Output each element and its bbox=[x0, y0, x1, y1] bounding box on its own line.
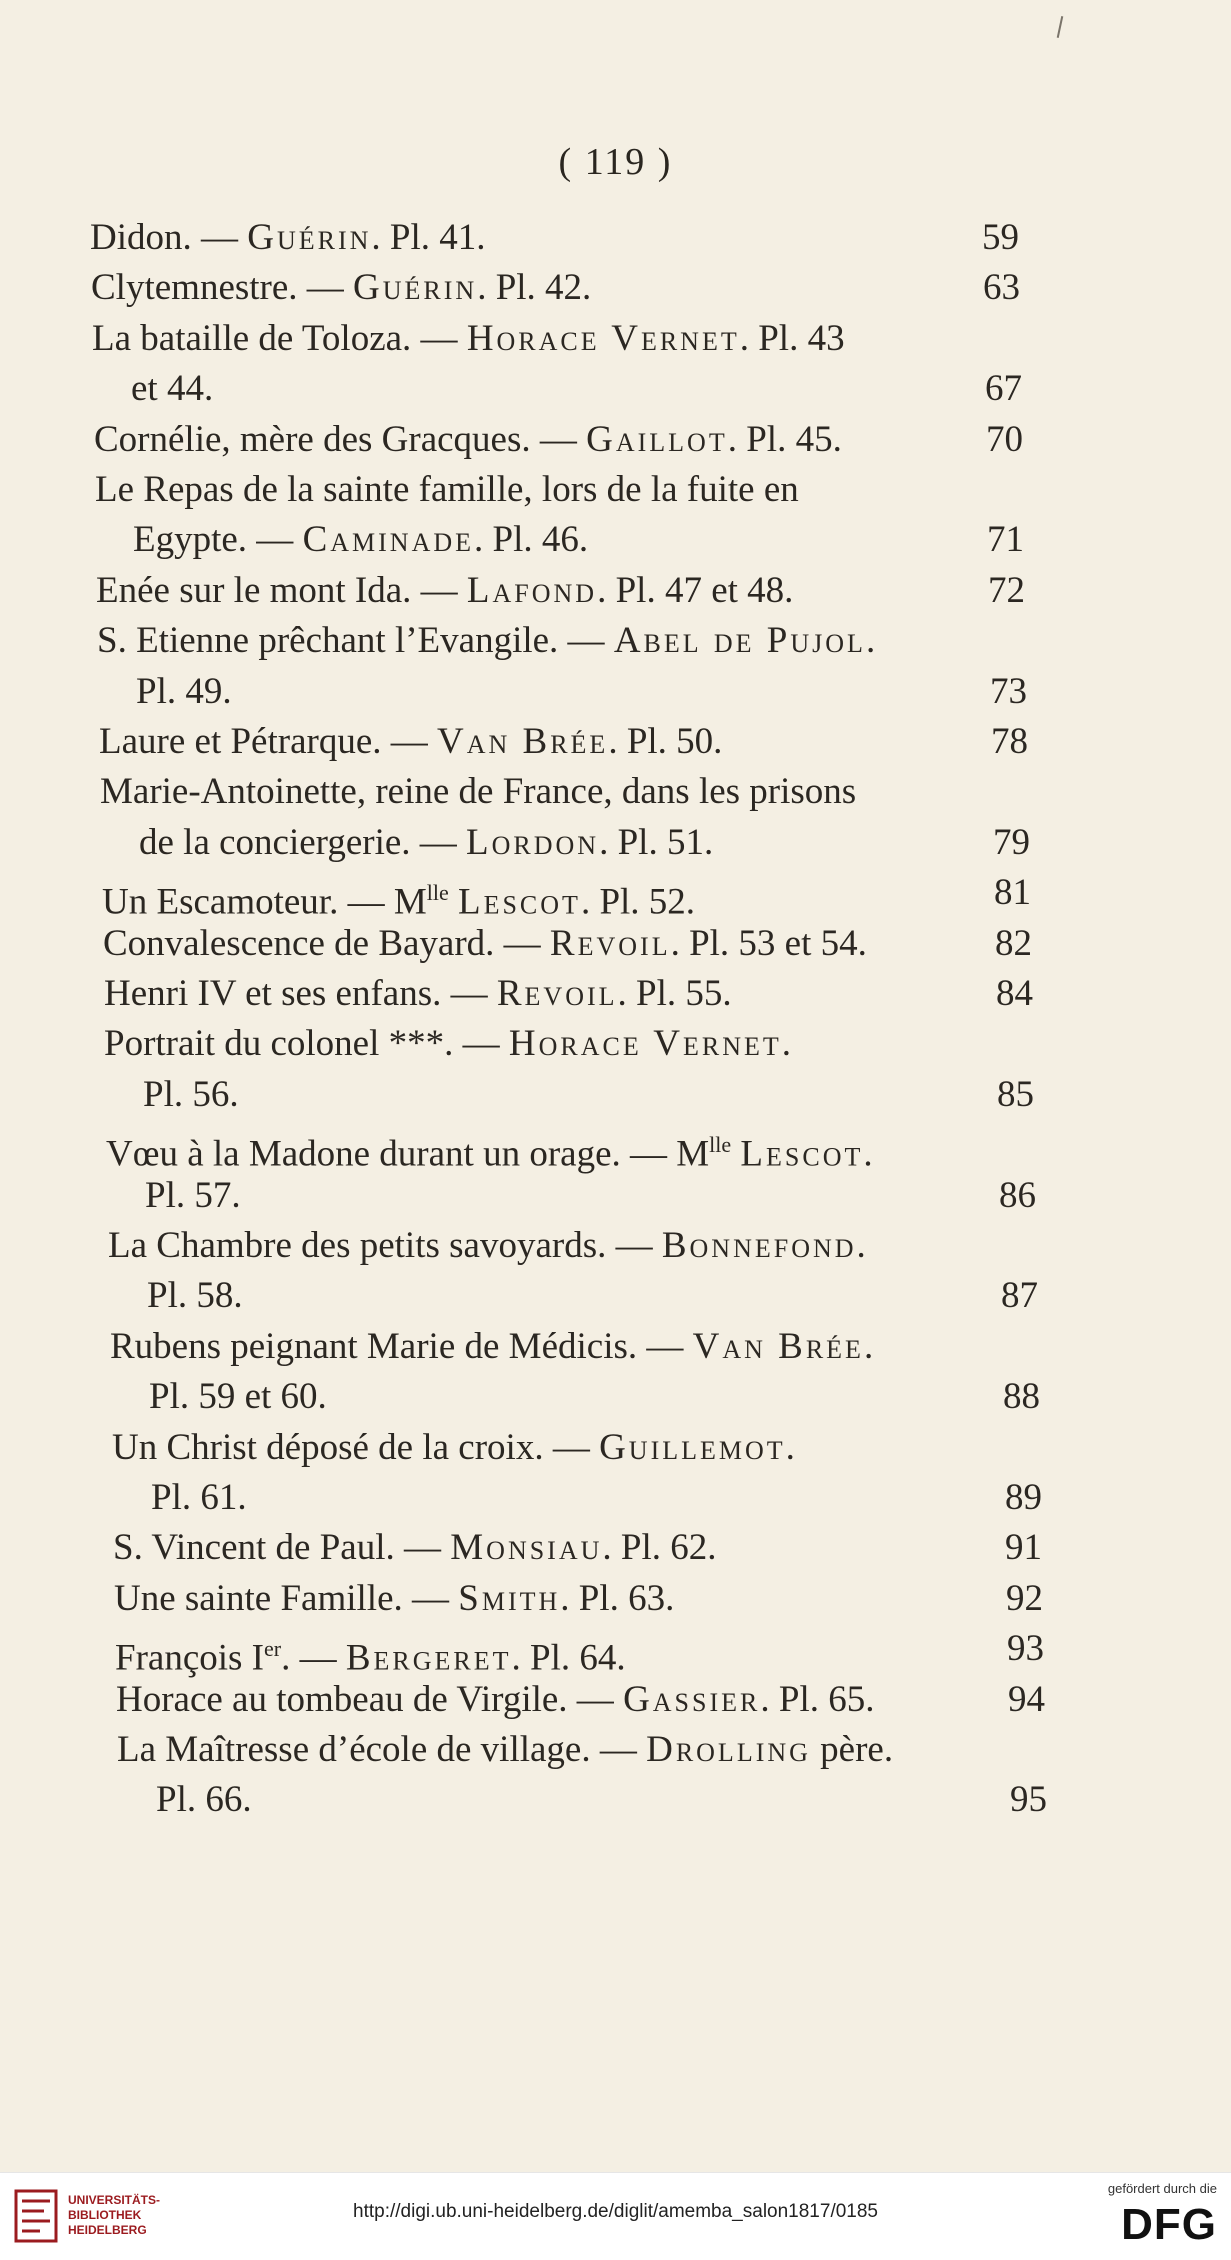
entry-fragment: Didon. — bbox=[90, 217, 248, 258]
entry-fragment: Pl. 58. bbox=[147, 1275, 243, 1317]
index-line bbox=[0, 212, 1231, 264]
index-line bbox=[0, 1220, 1231, 1272]
entry-fragment: . bbox=[785, 1426, 795, 1468]
logo-line: HEIDELBERG bbox=[68, 2223, 147, 2237]
entry-fragment: . bbox=[781, 1023, 792, 1065]
index-line bbox=[0, 867, 1231, 923]
entry-fragment: . Pl. 50. bbox=[608, 721, 723, 762]
index-line bbox=[0, 363, 1231, 415]
entry-fragment: Marie-Antoinette, reine de France, dans les prisons bbox=[100, 771, 857, 813]
page-number: ( 119 ) bbox=[558, 141, 673, 183]
artist-name: Gassier bbox=[623, 1678, 761, 1720]
entry-fragment: . Pl. 43 bbox=[739, 317, 845, 359]
pencil-mark bbox=[1057, 16, 1064, 38]
entry-fragment: Horace au tombeau de Virgile. — bbox=[116, 1678, 624, 1720]
page-reference: 84 bbox=[996, 973, 1033, 1014]
page-reference: 79 bbox=[993, 821, 1030, 863]
entry-fragment: . — bbox=[281, 1637, 346, 1679]
artist-name: Lafond bbox=[466, 569, 598, 611]
artist-name: Van Brée bbox=[437, 721, 609, 762]
logo-line: BIBLIOTHEK bbox=[68, 2208, 142, 2222]
artist-name: Lordon bbox=[466, 821, 600, 863]
entry-fragment: . Pl. 46. bbox=[474, 519, 589, 561]
artist-name: Abel de Pujol bbox=[613, 620, 866, 662]
artist-name: Bergeret bbox=[345, 1637, 512, 1679]
entry-fragment: . Pl. 63. bbox=[560, 1577, 675, 1619]
entry-fragment: Une sainte Famille. — bbox=[114, 1577, 459, 1619]
artist-name: Monsiau bbox=[450, 1527, 603, 1569]
page-reference: 86 bbox=[999, 1174, 1036, 1216]
page-reference: 89 bbox=[1005, 1477, 1042, 1518]
entry-fragment: S. Vincent de Paul. — bbox=[113, 1527, 451, 1569]
entry-fragment: François I bbox=[115, 1637, 264, 1679]
entry-text bbox=[95, 464, 799, 516]
page-reference: 63 bbox=[983, 267, 1020, 309]
dfg-logo: DFG bbox=[1121, 2200, 1217, 2249]
entry-text bbox=[116, 1674, 874, 1726]
entry-fragment: Pl. 57. bbox=[145, 1174, 241, 1216]
entry-fragment: lle bbox=[709, 1132, 732, 1158]
index-line bbox=[0, 817, 1231, 869]
entry-text bbox=[97, 615, 875, 667]
page-reference: 91 bbox=[1005, 1527, 1042, 1569]
entry-text bbox=[151, 1472, 247, 1524]
page-reference: 59 bbox=[982, 217, 1019, 258]
entry-fragment: Pl. 61. bbox=[151, 1477, 247, 1518]
entry-text bbox=[149, 1371, 327, 1423]
page-reference: 87 bbox=[1001, 1275, 1038, 1317]
index-line bbox=[0, 1674, 1231, 1726]
index-line bbox=[0, 414, 1231, 466]
index-line bbox=[0, 766, 1231, 818]
entry-fragment: Portrait du colonel ***. — bbox=[104, 1023, 509, 1065]
page-reference: 82 bbox=[995, 922, 1032, 964]
page-reference: 73 bbox=[990, 670, 1027, 712]
entry-fragment: . Pl. 52. bbox=[580, 881, 696, 923]
index-line bbox=[0, 1018, 1231, 1070]
funding-note: gefördert durch die bbox=[1107, 2181, 1217, 2196]
entry-text bbox=[133, 514, 588, 566]
entry-fragment: Vœu à la Madone durant un orage. — M bbox=[106, 1133, 710, 1175]
entry-fragment: Pl. 59 et 60. bbox=[149, 1376, 327, 1418]
entry-text bbox=[110, 1321, 873, 1373]
entry-fragment: Le Repas de la sainte famille, lors de la fuite en bbox=[95, 469, 799, 510]
viewer-footer bbox=[0, 2172, 1231, 2260]
artist-name: Bonnefond bbox=[661, 1225, 857, 1266]
index-line bbox=[0, 615, 1231, 667]
entry-fragment: . bbox=[863, 1325, 874, 1367]
index-line bbox=[0, 1724, 1231, 1776]
entry-text bbox=[94, 414, 842, 466]
index-line bbox=[0, 1270, 1231, 1322]
entry-text bbox=[96, 565, 793, 617]
page-reference: 70 bbox=[986, 418, 1023, 460]
index-line bbox=[0, 918, 1231, 970]
entry-text bbox=[103, 918, 867, 970]
entry-fragment: . bbox=[863, 1133, 873, 1175]
entry-fragment: et 44. bbox=[131, 368, 214, 410]
index-line bbox=[0, 1472, 1231, 1524]
entry-fragment: Pl. 49. bbox=[136, 670, 232, 712]
index-line bbox=[0, 464, 1231, 516]
entry-fragment: . Pl. 42. bbox=[477, 267, 592, 309]
artist-name: Lescot bbox=[457, 881, 581, 923]
page-reference: 95 bbox=[1010, 1779, 1047, 1821]
index-line bbox=[0, 1774, 1231, 1826]
index-line bbox=[0, 1371, 1231, 1423]
entry-fragment: . Pl. 51. bbox=[599, 821, 714, 863]
entry-fragment: Un Christ déposé de la croix. — bbox=[112, 1426, 600, 1468]
entry-text bbox=[112, 1422, 795, 1474]
entry-fragment: Pl. 56. bbox=[143, 1073, 239, 1115]
entry-fragment: Rubens peignant Marie de Médicis. — bbox=[110, 1325, 693, 1367]
permalink-url[interactable]: http://digi.ub.uni-heidelberg.de/diglit/amemba_salon1817/0185 bbox=[353, 2201, 878, 2222]
page-reference: 85 bbox=[997, 1073, 1034, 1115]
page-reference: 88 bbox=[1003, 1376, 1040, 1418]
index-line bbox=[0, 1119, 1231, 1175]
artist-name: Guérin bbox=[353, 267, 478, 309]
entry-fragment: de la conciergerie. — bbox=[139, 821, 467, 863]
index-line bbox=[0, 262, 1231, 314]
entry-fragment: Clytemnestre. — bbox=[91, 267, 354, 309]
entry-fragment: . Pl. 65. bbox=[760, 1678, 875, 1720]
entry-text bbox=[145, 1170, 241, 1222]
entry-fragment: Henri IV et ses enfans. — bbox=[104, 973, 497, 1014]
artist-name: Revoil bbox=[549, 922, 671, 964]
page-reference: 67 bbox=[985, 368, 1022, 410]
entry-fragment: . bbox=[865, 620, 876, 662]
entry-text bbox=[136, 666, 232, 718]
entry-text bbox=[113, 1522, 717, 1574]
page-reference: 71 bbox=[987, 519, 1024, 561]
index-line bbox=[0, 1069, 1231, 1121]
index-line bbox=[0, 1522, 1231, 1574]
page-reference: 81 bbox=[994, 872, 1031, 914]
index-line bbox=[0, 313, 1231, 365]
entry-fragment: Egypte. — bbox=[133, 519, 303, 561]
entry-fragment: lle bbox=[426, 880, 449, 906]
index-line bbox=[0, 716, 1231, 768]
artist-name: Guérin bbox=[247, 217, 372, 258]
entry-text bbox=[117, 1724, 893, 1776]
logo-line: UNIVERSITÄTS- bbox=[68, 2193, 161, 2207]
entry-text bbox=[147, 1270, 243, 1322]
index-line bbox=[0, 514, 1231, 566]
entry-fragment: . Pl. 55. bbox=[617, 973, 732, 1014]
entry-fragment: . Pl. 47 et 48. bbox=[597, 569, 794, 611]
page-reference: 78 bbox=[991, 721, 1028, 762]
page-reference: 72 bbox=[988, 569, 1025, 611]
index-line bbox=[0, 1422, 1231, 1474]
entry-fragment: er bbox=[264, 1636, 282, 1662]
entry-fragment: . Pl. 53 et 54. bbox=[670, 922, 867, 964]
entry-fragment: La Chambre des petits savoyards. — bbox=[108, 1225, 662, 1266]
artist-name: Drolling bbox=[646, 1729, 811, 1770]
entry-fragment: Convalescence de Bayard. — bbox=[103, 922, 550, 964]
entry-text bbox=[92, 313, 845, 365]
artist-name: Guillemot bbox=[599, 1426, 786, 1468]
entry-fragment: S. Etienne prêchant l’Evangile. — bbox=[97, 620, 614, 662]
entry-fragment: La Maîtresse d’école de village. — bbox=[117, 1729, 647, 1770]
entry-text bbox=[104, 1018, 791, 1070]
entry-fragment bbox=[449, 882, 458, 923]
entry-text bbox=[99, 716, 722, 768]
entry-text bbox=[104, 968, 732, 1020]
entry-fragment: . Pl. 41. bbox=[371, 217, 486, 258]
artist-name: Gaillot bbox=[586, 418, 728, 460]
entry-fragment: . Pl. 45. bbox=[727, 418, 842, 460]
page-reference: 92 bbox=[1006, 1577, 1043, 1619]
artist-name: Horace Vernet bbox=[508, 1023, 782, 1065]
entry-text bbox=[108, 1220, 866, 1272]
artist-name: Horace Vernet bbox=[466, 317, 740, 359]
artist-name: Caminade bbox=[302, 519, 475, 561]
index-line bbox=[0, 1623, 1231, 1679]
page-reference: 94 bbox=[1008, 1678, 1045, 1720]
entry-text bbox=[143, 1069, 239, 1121]
entry-text bbox=[90, 212, 486, 264]
artist-name: Van Brée bbox=[692, 1325, 864, 1367]
entry-text bbox=[114, 1573, 674, 1625]
entry-fragment: Un Escamoteur. — M bbox=[102, 881, 427, 923]
entry-text bbox=[100, 766, 856, 818]
entry-fragment: père. bbox=[810, 1729, 894, 1770]
artist-name: Lescot bbox=[740, 1133, 864, 1175]
entry-fragment: La bataille de Toloza. — bbox=[92, 317, 467, 359]
entry-fragment: . bbox=[856, 1225, 866, 1266]
index-line bbox=[0, 1573, 1231, 1625]
artist-name: Revoil bbox=[496, 973, 618, 1014]
entry-text bbox=[156, 1774, 252, 1826]
index-line bbox=[0, 565, 1231, 617]
entry-fragment: Cornélie, mère des Gracques. — bbox=[94, 418, 587, 460]
entry-fragment: Laure et Pétrarque. — bbox=[99, 721, 437, 762]
entry-fragment: Enée sur le mont Ida. — bbox=[96, 569, 467, 611]
index-line bbox=[0, 666, 1231, 718]
entry-fragment: . Pl. 64. bbox=[511, 1637, 626, 1679]
entry-text bbox=[91, 262, 591, 314]
entry-text bbox=[139, 817, 713, 869]
index-line bbox=[0, 1321, 1231, 1373]
index-line bbox=[0, 968, 1231, 1020]
entry-fragment: Pl. 66. bbox=[156, 1779, 252, 1821]
artist-name: Smith bbox=[458, 1577, 561, 1619]
entry-fragment: . Pl. 62. bbox=[602, 1527, 717, 1569]
index-line bbox=[0, 1170, 1231, 1222]
page-reference: 93 bbox=[1007, 1628, 1044, 1670]
entry-text bbox=[131, 363, 213, 415]
